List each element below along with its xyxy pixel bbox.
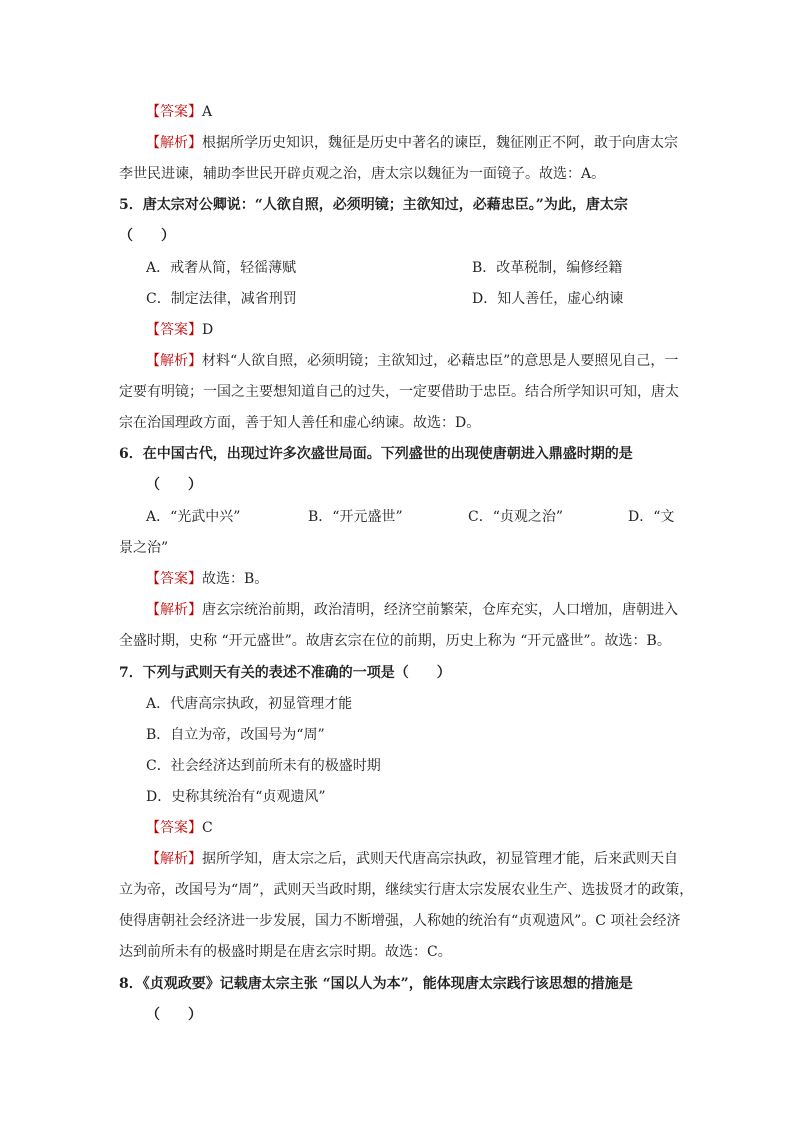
analysis-text: 据所学知，唐太宗之后，武则天代唐高宗执政，初显管理才能，后来武则天自 (202, 851, 678, 867)
answer-line (146, 320, 213, 340)
option-d: D．“文 (628, 509, 675, 525)
answer-value: 故选：B。 (202, 571, 269, 587)
question-5-paren: （ ） (119, 228, 175, 244)
option-d: D．知人善任，虚心纳谏 (472, 291, 624, 307)
question-8-stem: 8．《贞观政要》记载唐太宗主张 “国以人为本”，能体现唐太宗践行该思想的措施是 (119, 976, 633, 992)
question-7-stem: 7．下列与武则天有关的表述不准确的一项是（ ） (119, 665, 451, 681)
analysis-text: 定要有明镜；一国之主要想知道自己的过失，一定要借助于忠臣。结合所学知识可知，唐太 (119, 384, 679, 400)
analysis-line (146, 600, 678, 620)
answer-value: A (202, 104, 213, 120)
answer-line (146, 818, 213, 838)
analysis-text: 使得唐朝社会经济进一步发展，国力不断增强，人称她的统治有“贞观遗风”。C 项社会经济 (119, 913, 681, 929)
answer-line (146, 102, 212, 122)
option-d-continued: 景之治” (119, 540, 169, 556)
option-a: A．戒奢从简，轻徭薄赋 (146, 260, 297, 276)
analysis-text: 根据所学历史知识，魏征是历史中著名的谏臣，魏征刚正不阿，敢于向唐太宗 (202, 135, 678, 151)
option-b: B．改革税制，编修经籍 (472, 260, 623, 276)
option-c: C．社会经济达到前所未有的极盛时期 (146, 758, 381, 774)
question-6-stem: 6．在中国古代，出现过许多次盛世局面。下列盛世的出现使唐朝进入鼎盛时期的是 (119, 446, 633, 462)
option-b: B．自立为帝，改国号为“周” (146, 727, 325, 743)
question-6-paren: （ ） (146, 477, 202, 493)
option-c: C．制定法律，减省刑罚 (146, 291, 297, 307)
question-8-paren: （ ） (146, 1007, 202, 1023)
analysis-text: 全盛时期，史称 “开元盛世”。故唐玄宗在位的前期，历史上称为 “开元盛世”。故选：B。 (119, 633, 671, 649)
answer-value: D (202, 322, 214, 338)
option-d: D．史称其统治有“贞观遗风” (146, 789, 326, 805)
answer-value: C (202, 820, 213, 836)
analysis-tag: 【解析】 (146, 135, 202, 151)
analysis-line (146, 849, 678, 869)
question-5-stem: 5．唐太宗对公卿说：“人欲自照，必须明镜；主欲知过，必藉忠臣。”为此，唐太宗 (119, 197, 628, 213)
analysis-tag: 【解析】 (146, 353, 202, 369)
answer-line (146, 569, 268, 589)
analysis-line (146, 133, 678, 153)
analysis-text: 达到前所未有的极盛时期是在唐玄宗时期。故选：C。 (119, 944, 452, 960)
answer-tag: 【答案】 (146, 322, 202, 338)
analysis-tag: 【解析】 (146, 851, 202, 867)
option-a: A．“光武中兴” (146, 509, 241, 525)
analysis-text: 立为帝，改国号为“周”，武则天当政时期，继续实行唐太宗发展农业生产、选拔贤才的政策， (119, 882, 694, 898)
option-b: B．“开元盛世” (308, 509, 403, 525)
analysis-text: 宗在治国理政方面，善于知人善任和虚心纳谏。故选：D。 (119, 415, 481, 431)
option-a: A．代唐高宗执政，初显管理才能 (146, 696, 353, 712)
analysis-tag: 【解析】 (146, 602, 202, 618)
analysis-text: 材料“人欲自照，必须明镜；主欲知过，必藉忠臣”的意思是人要照见自己，一 (202, 353, 679, 369)
analysis-line (146, 351, 678, 371)
answer-tag: 【答案】 (146, 571, 202, 587)
analysis-text: 李世民进谏，辅助李世民开辟贞观之治，唐太宗以魏征为一面镜子。故选：A。 (119, 166, 606, 182)
answer-tag: 【答案】 (146, 820, 202, 836)
answer-tag: 【答案】 (146, 104, 202, 120)
analysis-text: 唐玄宗统治前期，政治清明，经济空前繁荣，仓库充实，人口增加，唐朝进入 (202, 602, 678, 618)
option-c: C．“贞观之治” (468, 509, 564, 525)
